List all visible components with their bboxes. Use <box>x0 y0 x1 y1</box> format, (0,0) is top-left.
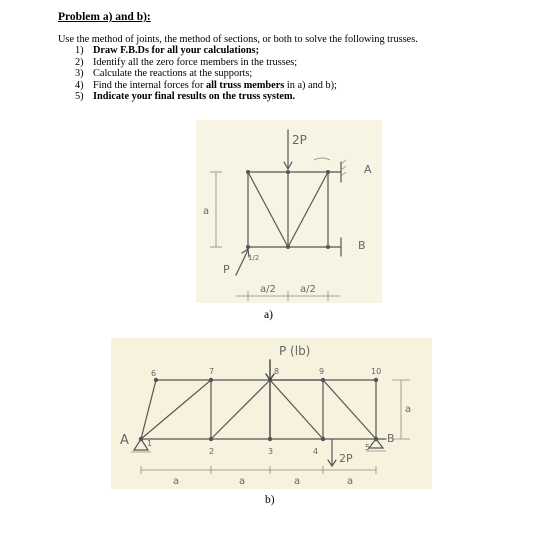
truss-b-span-label: a <box>239 476 246 487</box>
truss-b-caption: b) <box>265 494 275 506</box>
truss-b-span-label: a <box>347 476 354 487</box>
truss-b-top-load-label: P (lb) <box>279 344 311 358</box>
task-item: 3) Calculate the reactions at the supports; <box>75 68 253 80</box>
truss-a-sketch <box>196 120 382 303</box>
truss-a-side-load-label: P <box>223 263 230 276</box>
truss-a-height-label: a <box>203 206 210 217</box>
truss-a-caption: a) <box>264 309 273 321</box>
truss-b-span-label: a <box>294 476 301 487</box>
task-item: 1) Draw F.B.Ds for all your calculations; <box>75 45 259 56</box>
truss-a-span-left-label: a/2 <box>260 284 276 295</box>
truss-a-span-right-label: a/2 <box>300 284 316 295</box>
task-item: 5) Indicate your final results on the truss system. <box>75 91 296 103</box>
truss-a-slope-label: 1/2 <box>248 254 260 262</box>
truss-b-node-label: 1 <box>147 439 153 448</box>
task-item: 4) Find the internal forces for all truss members in a) and b); <box>75 79 337 91</box>
truss-b-node-label: 8 <box>274 367 280 376</box>
truss-b-node-label: 4 <box>313 447 319 456</box>
truss-b-sketch <box>111 338 432 489</box>
truss-b-support-a-label: A <box>120 433 129 448</box>
truss-a-support-a-label: A <box>364 163 372 176</box>
truss-b-node-label: 3 <box>268 447 274 456</box>
task-list <box>75 45 337 103</box>
truss-b-bottom-load-label: 2P <box>339 452 353 465</box>
truss-b-node-label: 2 <box>209 447 215 456</box>
truss-b-height-label: a <box>405 404 412 415</box>
task-item: 2) Identify all the zero force members in the trusses; <box>75 56 298 68</box>
problem-title: Problem a) and b): <box>58 11 151 23</box>
truss-b-node-label: 9 <box>319 367 325 376</box>
truss-b-node-label: 7 <box>209 367 215 376</box>
truss-b-node-label: 10 <box>371 367 382 376</box>
truss-a-support-b-label: B <box>358 239 366 252</box>
truss-b-node-label: 5 <box>365 443 371 452</box>
intro-text: Use the method of joints, the method of sections, or both to solve the following trusses. <box>58 34 418 45</box>
truss-a-load-label: 2P <box>292 133 307 147</box>
truss-b-support-b-label: B <box>387 432 395 445</box>
truss-b-span-label: a <box>173 476 180 487</box>
truss-b-node-label: 6 <box>151 369 157 378</box>
